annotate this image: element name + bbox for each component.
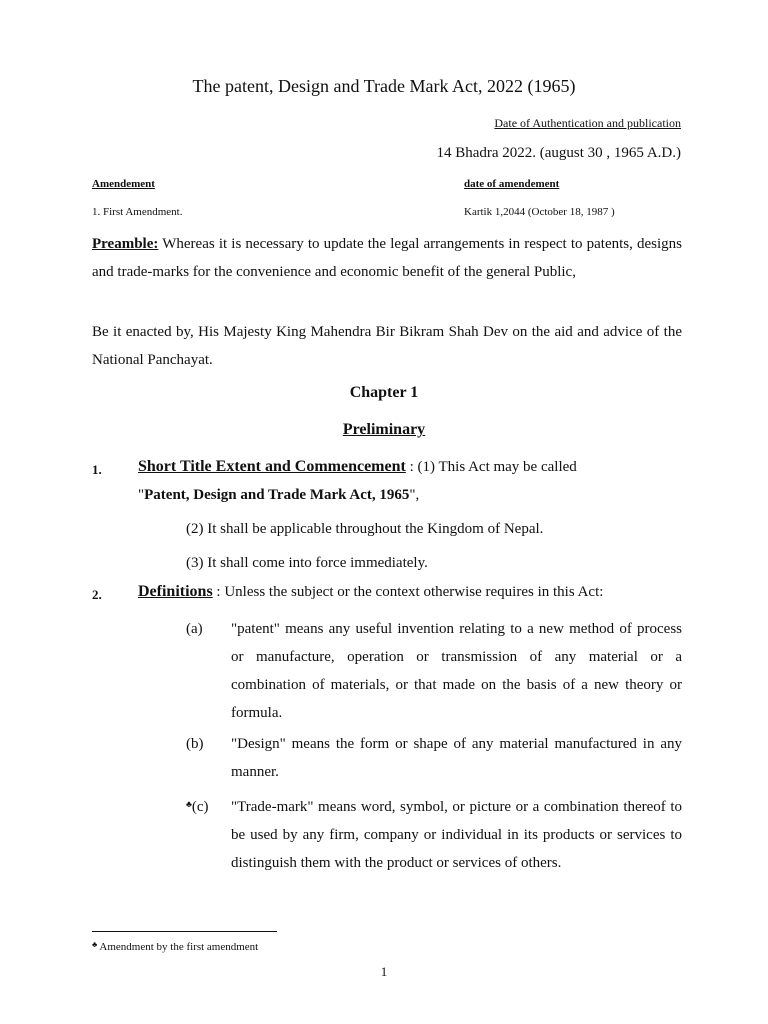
section-2-number: 2. — [92, 587, 102, 602]
section-1-title: Short Title Extent and Commencement — [138, 458, 406, 475]
section-1-separator: : — [405, 459, 418, 475]
footnote — [92, 940, 258, 953]
section-1-act-name-line — [138, 487, 419, 504]
preamble-paragraph — [92, 230, 682, 286]
authentication-date: 14 Bhadra 2022. (august 30 , 1965 A.D.) — [436, 145, 681, 161]
footnote-text: Amendment by the first amendment — [97, 941, 259, 953]
definition-a-text: "patent" means any useful invention relating to a new method of process or manufacture, operation or transmission of any material or a combination of materials, or that made on the basis of a new theory or formula. — [231, 621, 682, 721]
section-2-title: Definitions — [138, 583, 213, 600]
amendment-row-name: 1. First Amendment. — [92, 206, 183, 218]
definition-c-label-line — [186, 799, 209, 816]
section-1-clause-1: (1) This Act may be called — [417, 459, 577, 475]
definition-a-label: (a) — [186, 621, 203, 637]
footnote-divider — [92, 931, 277, 932]
section-1-number: 1. — [92, 462, 102, 477]
amendment-column-header: Amendement — [92, 178, 155, 190]
footnote-marker-icon: ♣ — [92, 940, 98, 949]
chapter-number: Chapter 1 — [349, 384, 419, 401]
document-title: The patent, Design and Trade Mark Act, 2022 (1965) — [192, 76, 576, 96]
authentication-label: Date of Authentication and publication — [494, 116, 681, 130]
definition-b-label: (b) — [186, 736, 204, 752]
enactment-paragraph: Be it enacted by, His Majesty King Mahendra Bir Bikram Shah Dev on the aid and advice of the National Panchayat. — [92, 324, 682, 368]
section-1-clause-3: (3) It shall come into force immediately. — [186, 555, 428, 571]
act-name-open-quote: " — [138, 487, 145, 503]
act-name-close-quote: ", — [409, 487, 420, 503]
section-2-intro: : Unless the subject or the context otherwise requires in this Act: — [212, 584, 604, 600]
section-1-heading-line — [138, 458, 577, 476]
definition-b-text: "Design" means the form or shape of any material manufactured in any manner. — [231, 736, 682, 780]
section-1-clause-2: (2) It shall be applicable throughout the Kingdom of Nepal. — [186, 521, 544, 537]
chapter-title: Preliminary — [342, 421, 426, 438]
preamble-label: Preamble: — [92, 236, 159, 252]
amendment-row-date: Kartik 1,2044 (October 18, 1987 ) — [464, 206, 615, 218]
definition-c-text: "Trade-mark" means word, symbol, or picture or a combination thereof to be used by any firm, company or individual in its products or services to distinguish them with the product or services of others. — [231, 799, 682, 871]
amendment-date-column-header: date of amendement — [464, 178, 560, 190]
amendment-marker-icon: ♣ — [186, 799, 192, 809]
definition-c-label: (c) — [191, 799, 209, 815]
page-number: 1 — [380, 964, 388, 979]
section-2-heading-line — [138, 583, 603, 601]
preamble-text: Whereas it is necessary to update the legal arrangements in respect to patents, designs and trade-marks for the convenience and economic benefit of the general Public, — [92, 236, 682, 280]
act-name: Patent, Design and Trade Mark Act, 1965 — [144, 487, 410, 503]
